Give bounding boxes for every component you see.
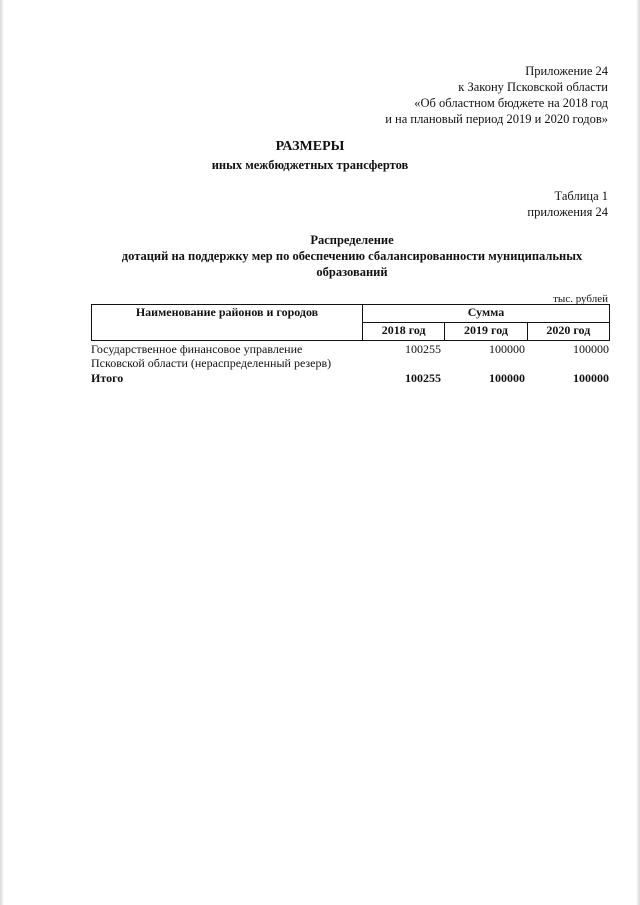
distribution-line: Распределение xyxy=(310,233,394,247)
total-value-2020: 100000 xyxy=(573,371,609,385)
total-value-2019: 100000 xyxy=(489,371,525,385)
table-total-row xyxy=(91,371,610,385)
units-label: тыс. рублей xyxy=(553,293,608,305)
transfers-table-header xyxy=(91,304,610,341)
row-value-2020: 100000 xyxy=(573,342,609,356)
distribution-line: дотаций на поддержку мер по обеспечению сбалансированности муниципальных xyxy=(121,249,583,263)
table-row xyxy=(91,342,610,370)
transfers-table-body xyxy=(91,342,610,385)
heading-subtitle: иных межбюджетных трансфертов xyxy=(211,158,409,172)
scan-edge-left xyxy=(0,0,4,905)
distribution-heading xyxy=(92,232,612,280)
header-year: 2020 год xyxy=(527,323,609,341)
appendix-line: Приложение 24 xyxy=(525,64,608,78)
appendix-line: «Об областном бюджете на 2018 год xyxy=(414,96,608,110)
heading-title: РАЗМЕРЫ xyxy=(275,139,345,154)
total-value-2018: 100255 xyxy=(405,371,441,385)
header-year: 2019 год xyxy=(445,323,527,341)
distribution-line: образований xyxy=(316,265,388,279)
appendix-reference xyxy=(385,63,608,127)
appendix-line: к Закону Псковской области xyxy=(458,80,608,94)
header-name: Наименование районов и городов xyxy=(92,305,363,341)
table-reference xyxy=(527,188,608,220)
appendix-line: и на плановый период 2019 и 2020 годов» xyxy=(385,112,608,126)
document-heading xyxy=(90,138,530,174)
scan-edge-right xyxy=(636,0,640,905)
table-reference-line: приложения 24 xyxy=(527,205,608,219)
total-label: Итого xyxy=(91,371,124,385)
table-reference-line: Таблица 1 xyxy=(554,189,608,203)
row-name: Государственное финансовое управление Псковской области (нераспределенный резерв) xyxy=(91,342,332,370)
header-sum: Сумма xyxy=(363,305,610,323)
row-value-2019: 100000 xyxy=(489,342,525,356)
row-value-2018: 100255 xyxy=(405,342,441,356)
header-year: 2018 год xyxy=(363,323,445,341)
